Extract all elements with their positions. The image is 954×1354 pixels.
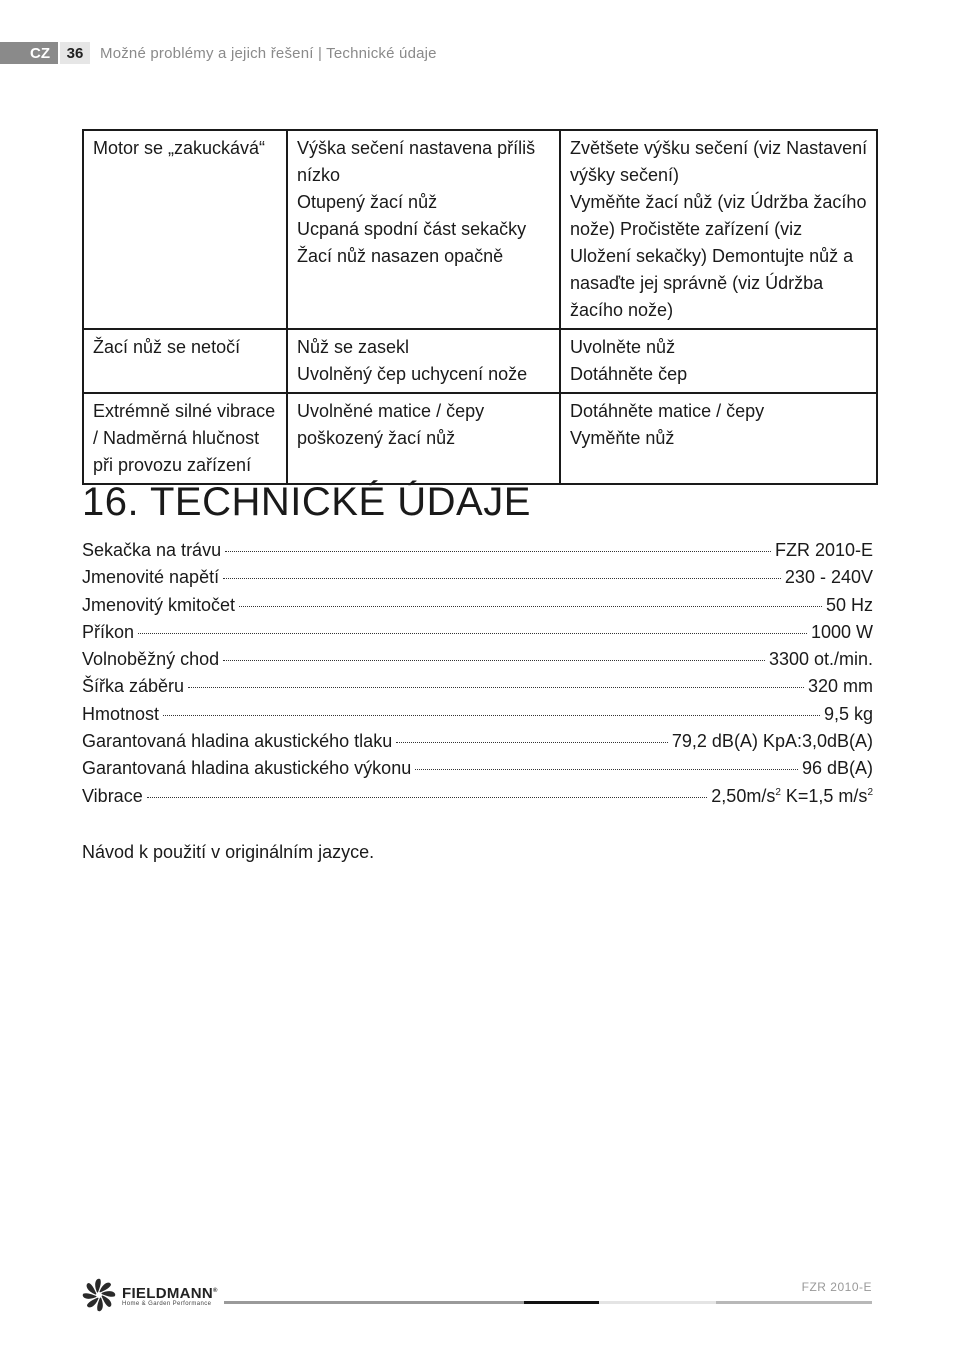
dot-leader	[396, 742, 668, 743]
spec-value: 9,5 kg	[823, 703, 873, 724]
spec-value: 79,2 dB(A) KpA:3,0dB(A)	[671, 731, 873, 752]
spec-value: FZR 2010-E	[774, 540, 873, 560]
cell-line: Žací nůž se netočí	[93, 337, 241, 357]
table-row	[83, 130, 877, 329]
spec-label: Hmotnost	[82, 703, 160, 724]
cell-line: Žací nůž nasazen opačně	[297, 246, 504, 266]
spec-value: $2,50m/s^2$ K=1,5 $m/s^2$	[711, 785, 873, 806]
troubleshooting-table	[82, 129, 878, 485]
cell-line: Motor se „zakuckává“	[93, 138, 266, 158]
cause-cell	[287, 130, 560, 329]
footer-rule-light	[599, 1301, 716, 1304]
solution-cell	[560, 329, 877, 393]
cell-line: Zvětšete výšku sečení (viz Nastavení výšky sečení)	[570, 138, 868, 185]
solution-cell	[560, 130, 877, 329]
cell-line: Výška sečení nastavena příliš nízko	[297, 138, 536, 185]
spec-row	[82, 731, 873, 758]
dot-leader	[225, 551, 771, 552]
footer-model: FZR 2010-E	[801, 1280, 872, 1294]
spec-label: Šířka záběru	[82, 676, 185, 697]
spec-label: Volnoběžný chod	[82, 649, 220, 670]
spec-label: Příkon	[82, 621, 135, 642]
spec-row	[82, 622, 873, 649]
cell-line: Uvolněné matice / čepy	[297, 401, 485, 421]
table-row	[83, 329, 877, 393]
spec-label: Jmenovité napětí	[82, 567, 220, 588]
original-language-note: Návod k použití v originálním jazyce.	[82, 842, 375, 862]
dot-leader	[239, 606, 822, 607]
cell-line: Uvolněný čep uchycení nože	[297, 364, 528, 384]
dot-leader	[223, 578, 781, 579]
spec-row	[82, 567, 873, 594]
spec-label: Garantovaná hladina akustického výkonu	[82, 758, 412, 779]
spec-row	[82, 704, 873, 731]
spec-row	[82, 540, 873, 567]
cause-cell	[287, 329, 560, 393]
spec-row	[82, 676, 873, 703]
cell-line: Uvolněte nůž	[570, 337, 676, 357]
section-title: 16. TECHNICKÉ ÚDAJE	[82, 480, 531, 524]
spec-label: Vibrace	[82, 785, 143, 806]
cell-line: Dotáhněte matice / čepy	[570, 401, 765, 421]
dot-leader	[188, 687, 804, 688]
cell-line: Vyměňte nůž	[570, 428, 675, 448]
spec-row	[82, 649, 873, 676]
brand-logo	[82, 1278, 218, 1312]
spec-value: 50 Hz	[825, 594, 873, 615]
spec-row	[82, 758, 873, 785]
cell-line: Extrémně silné vibrace / Nadměrná hlučnost při provozu zařízení	[93, 401, 276, 475]
cell-line: poškozený žací nůž	[297, 428, 456, 448]
header-title: Možné problémy a jejich řešení | Technické údaje	[100, 44, 437, 62]
cell-line: Dotáhněte čep	[570, 364, 688, 384]
spec-row-vibration	[82, 786, 873, 813]
spec-label: Sekačka na trávu	[82, 540, 222, 560]
footer-rule-mid	[716, 1301, 872, 1304]
brand-name: FIELDMANN®	[122, 1284, 218, 1302]
solution-cell	[560, 393, 877, 484]
cell-line: Vyměňte žací nůž (viz Údržba žacího nože) Pročistěte zařízení (viz Uložení sekačky) Demontujte nůž a nasaďte jej správně (viz Údržba žacího nože)	[570, 192, 867, 320]
brand-tagline: Home & Garden Performance	[122, 1300, 212, 1307]
page-header	[0, 42, 437, 64]
spec-value: 96 dB(A)	[801, 758, 873, 779]
spec-list	[82, 540, 873, 813]
spec-value: 320 mm	[807, 676, 873, 697]
spec-label: Jmenovitý kmitočet	[82, 594, 236, 615]
spec-value: 230 - 240V	[784, 567, 873, 588]
cell-line: Ucpaná spodní část sekačky	[297, 219, 527, 239]
spec-row	[82, 595, 873, 622]
cause-cell	[287, 393, 560, 484]
footer-rule-gray	[224, 1301, 524, 1304]
dot-leader	[138, 633, 807, 634]
cell-line: Otupený žací nůž	[297, 192, 438, 212]
spec-label: Garantovaná hladina akustického tlaku	[82, 731, 393, 752]
problem-cell	[83, 393, 287, 484]
dot-leader	[223, 660, 765, 661]
spec-value: 1000 W	[810, 621, 873, 642]
table-row	[83, 393, 877, 484]
dot-leader	[415, 769, 798, 770]
cell-line: Nůž se zasekl	[297, 337, 410, 357]
problem-cell	[83, 329, 287, 393]
footer-rule-dark	[524, 1301, 599, 1304]
fan-flower-logo-icon	[82, 1278, 118, 1312]
language-badge: CZ	[0, 42, 58, 64]
spec-value: 3300 ot./min.	[768, 649, 873, 670]
problem-cell	[83, 130, 287, 329]
dot-leader	[147, 797, 708, 798]
dot-leader	[163, 715, 820, 716]
page-number: 36	[60, 42, 90, 64]
